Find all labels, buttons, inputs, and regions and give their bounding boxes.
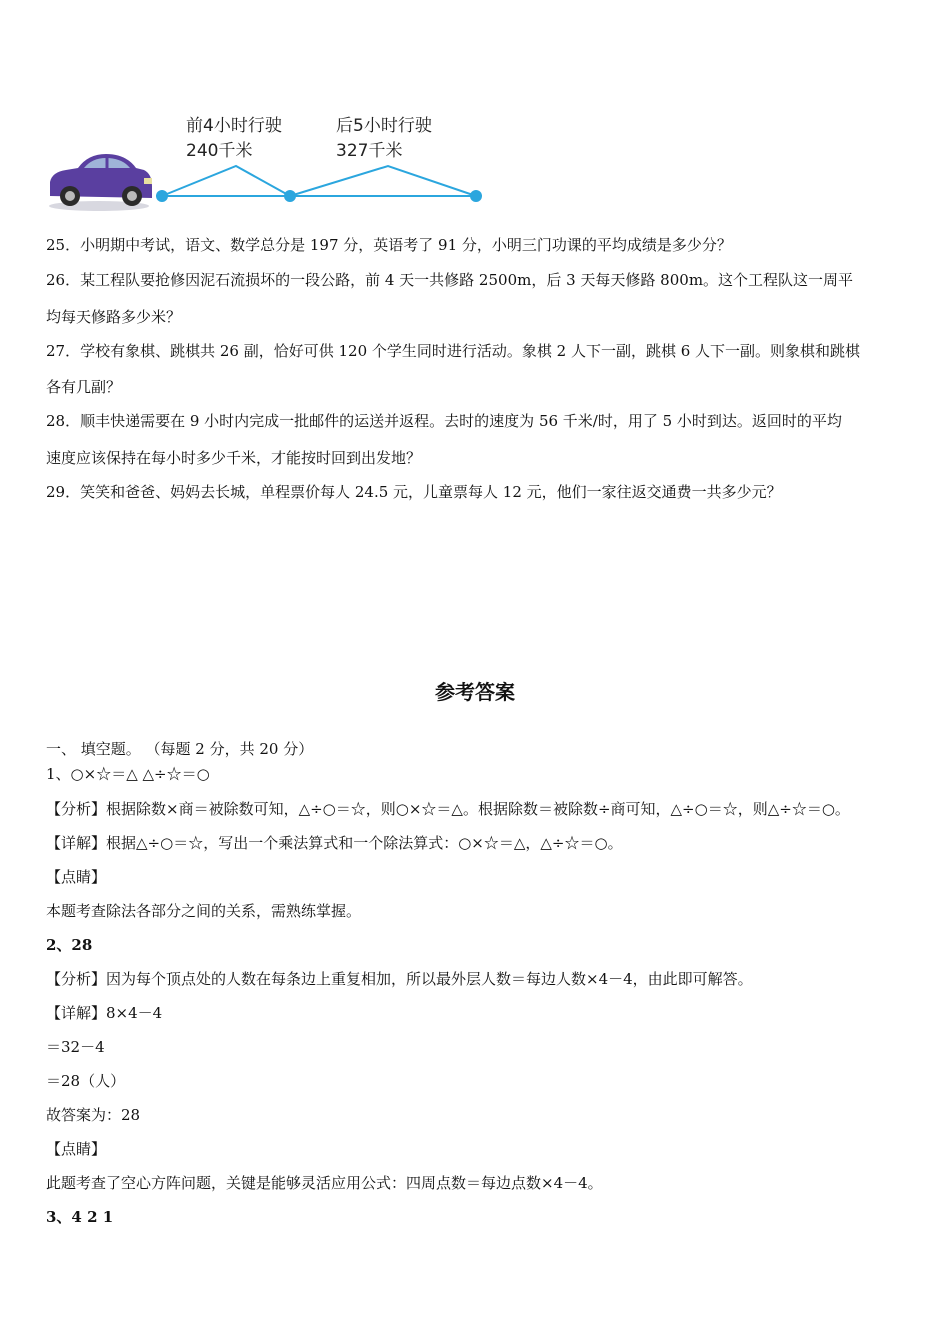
question-27: 27．学校有象棋、跳棋共 26 副，恰好可供 120 个学生同时进行活动。象棋 2 人下一副，跳棋 6 人下一副。则象棋和跳棋 — [46, 342, 861, 360]
answer-line: 【详解】根据△÷○＝☆，写出一个乘法算式和一个除法算式：○×☆＝△，△÷☆＝○。 — [46, 834, 623, 852]
question-29: 29．笑笑和爸爸、妈妈去长城，单程票价每人 24.5 元，儿童票每人 12 元，他们一家往返交通费一共多少元？ — [46, 483, 782, 501]
question-26-cont: 均每天修路多少米？ — [46, 308, 182, 326]
segment-last-5h — [290, 166, 476, 196]
car-icon — [49, 154, 152, 211]
answer-line: 3、4 2 1 — [46, 1208, 114, 1226]
question-25: 25．小明期中考试，语文、数学总分是 197 分，英语考了 91 分，小明三门功课的平均成绩是多少分？ — [46, 236, 732, 254]
answer-line: 【详解】8×4－4 — [46, 1004, 163, 1022]
answers-section-heading: 一、 填空题。 （每题 2 分，共 20 分） — [46, 740, 314, 758]
trip-figure — [44, 108, 504, 218]
question-28-cont: 速度应该保持在每小时多少千米，才能按时回到出发地？ — [46, 449, 422, 467]
question-28: 28．顺丰快递需要在 9 小时内完成一批邮件的运送并返程。去时的速度为 56 千米/时，用了 5 小时到达。返回时的平均 — [46, 412, 842, 430]
answer-line: 【分析】因为每个顶点处的人数在每条边上重复相加，所以最外层人数＝每边人数×4－4，由此即可解答。 — [46, 970, 753, 988]
question-27-cont: 各有几副？ — [46, 378, 122, 396]
end-point — [470, 190, 482, 202]
label-first-line2: 240千米 — [186, 141, 253, 161]
answer-line: 1、○×☆＝△ △÷☆＝○ — [46, 765, 210, 783]
label-first-line1: 前4小时行驶 — [186, 116, 282, 136]
answer-line: ＝28（人） — [46, 1072, 126, 1090]
answer-line: 此题考查了空心方阵问题，关键是能够灵活应用公式：四周点数＝每边点数×4－4。 — [46, 1174, 603, 1192]
answer-line: 故答案为：28 — [46, 1106, 141, 1124]
answer-line: 2、28 — [46, 936, 93, 954]
segment-first-4h — [162, 166, 290, 196]
answer-line: 【点睛】 — [46, 868, 107, 886]
answers-title: 参考答案 — [435, 680, 515, 704]
question-26: 26．某工程队要抢修因泥石流损坏的一段公路，前 4 天一共修路 2500m，后 3 天每天修路 800m。这个工程队这一周平 — [46, 271, 854, 289]
answer-line: 本题考查除法各部分之间的关系，需熟练掌握。 — [46, 902, 362, 920]
label-second-line1: 后5小时行驶 — [336, 116, 432, 136]
answer-line: 【点睛】 — [46, 1140, 107, 1158]
start-point — [156, 190, 168, 202]
answer-line: ＝32－4 — [46, 1038, 105, 1056]
mid-point — [284, 190, 296, 202]
label-second-line2: 327千米 — [336, 141, 403, 161]
answer-line: 【分析】根据除数×商＝被除数可知，△÷○＝☆，则○×☆＝△。根据除数＝被除数÷商可知，△÷○＝☆，则△÷☆＝○。 — [46, 800, 850, 818]
